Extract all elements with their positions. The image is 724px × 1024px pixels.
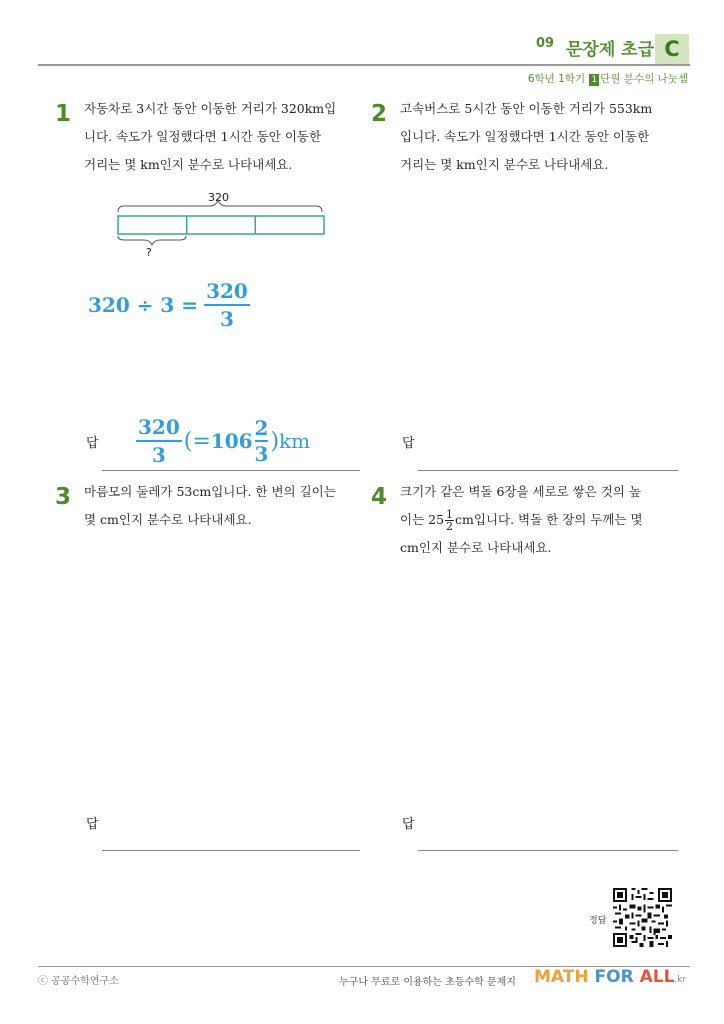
answer-fraction — [136, 414, 182, 468]
problem-3-line: 마름모의 둘레가 53cm입니다. 한 변의 길이는 — [84, 484, 336, 499]
problem-1-answer-line — [102, 470, 360, 471]
problem-4-answer-line — [418, 850, 678, 851]
problem-1-answer — [136, 414, 310, 468]
grade-label: 6학년 1학기 — [527, 73, 586, 85]
answer-numerator: 320 — [136, 414, 182, 442]
problem-1-line: 자동차로 3시간 동안 이동한 거리가 320km입 — [84, 101, 337, 116]
problem-3-line: 몇 cm인지 분수로 나타내세요. — [84, 512, 252, 527]
problem-4-line: cm인지 분수로 나타내세요. — [400, 540, 552, 555]
problem-2-answer-line — [418, 470, 678, 471]
brand-all: ALL — [639, 967, 675, 987]
diagram-part-label: ? — [146, 246, 152, 259]
problem-2-number: 2 — [371, 101, 388, 127]
worksheet-title: 문장제 초급 — [566, 40, 655, 60]
fraction-denominator: 3 — [219, 307, 234, 331]
problem-3-answer-line — [102, 850, 360, 851]
header-divider — [38, 64, 690, 66]
answer-key-label: 정답 — [589, 916, 607, 926]
footer-description: 누구나 무료로 이용하는 초등수학 문제지 — [339, 977, 516, 988]
brand-kr: .kr — [674, 975, 687, 985]
bar-outline — [118, 216, 324, 234]
brand-for: FOR — [594, 967, 634, 987]
level-badge: C — [655, 34, 689, 64]
problem-4-height-prefix: 이는 25 — [400, 512, 445, 527]
qr-code-icon[interactable] — [613, 888, 672, 947]
problem-1-answer-label: 답 — [86, 436, 99, 451]
answer-paren-close: ) — [270, 428, 280, 454]
problem-4-line — [400, 506, 643, 534]
mixed-denominator: 3 — [254, 442, 269, 466]
problem-1-text — [84, 95, 336, 179]
problem-1-line: 거리는 몇 km인지 분수로 나타내세요. — [84, 157, 293, 172]
answer-denominator: 3 — [151, 443, 166, 467]
solution-division: 320 ÷ 3 = — [88, 293, 199, 317]
unit-name: 단원 분수의 나눗셈 — [600, 73, 688, 85]
problem-3-text — [84, 478, 336, 534]
solution-expression — [88, 278, 250, 332]
solution-fraction — [204, 278, 250, 332]
bar-diagram — [110, 188, 330, 248]
copyright: ⓒ 공공수학연구소 — [38, 976, 119, 987]
inline-denominator: 2 — [446, 520, 454, 533]
problem-2-line: 거리는 몇 km인지 분수로 나타내세요. — [400, 157, 609, 172]
answer-paren-open: (= — [183, 428, 211, 454]
answer-whole: 106 — [210, 429, 253, 453]
problem-2-line: 입니다. 속도가 일정했다면 1시간 동안 이동한 — [400, 129, 650, 144]
inline-numerator: 1 — [446, 508, 454, 521]
lesson-number: 09 — [536, 36, 555, 51]
problem-4-inline-fraction — [445, 509, 454, 532]
answer-unit: km — [279, 429, 311, 453]
brand-logo[interactable] — [534, 967, 686, 987]
unit-number-badge: 1 — [591, 75, 598, 85]
brand-math: MATH — [534, 967, 589, 987]
problem-4-height-suffix: cm입니다. 벽돌 한 장의 두께는 몇 — [455, 512, 643, 527]
problem-2-text — [400, 95, 652, 179]
problem-4-number: 4 — [371, 484, 388, 510]
part-brace — [118, 236, 186, 245]
answer-mixed-fraction — [255, 416, 269, 466]
problem-1-number: 1 — [55, 101, 72, 127]
diagram-total-label: 320 — [208, 191, 229, 204]
fraction-numerator: 320 — [204, 278, 250, 306]
problem-2-answer-label: 답 — [402, 436, 415, 451]
problem-3-number: 3 — [55, 484, 72, 510]
problem-4-text — [400, 478, 643, 562]
mixed-numerator: 2 — [254, 416, 269, 440]
problem-4-answer-label: 답 — [402, 817, 415, 832]
total-brace — [118, 200, 322, 212]
unit-subtitle — [528, 71, 688, 86]
problem-2-line: 고속버스로 5시간 동안 이동한 거리가 553km — [400, 101, 653, 116]
problem-4-line: 크기가 같은 벽돌 6장을 세로로 쌓은 것의 높 — [400, 484, 642, 499]
problem-3-answer-label: 답 — [86, 817, 99, 832]
problem-1-line: 니다. 속도가 일정했다면 1시간 동안 이동한 — [84, 129, 322, 144]
